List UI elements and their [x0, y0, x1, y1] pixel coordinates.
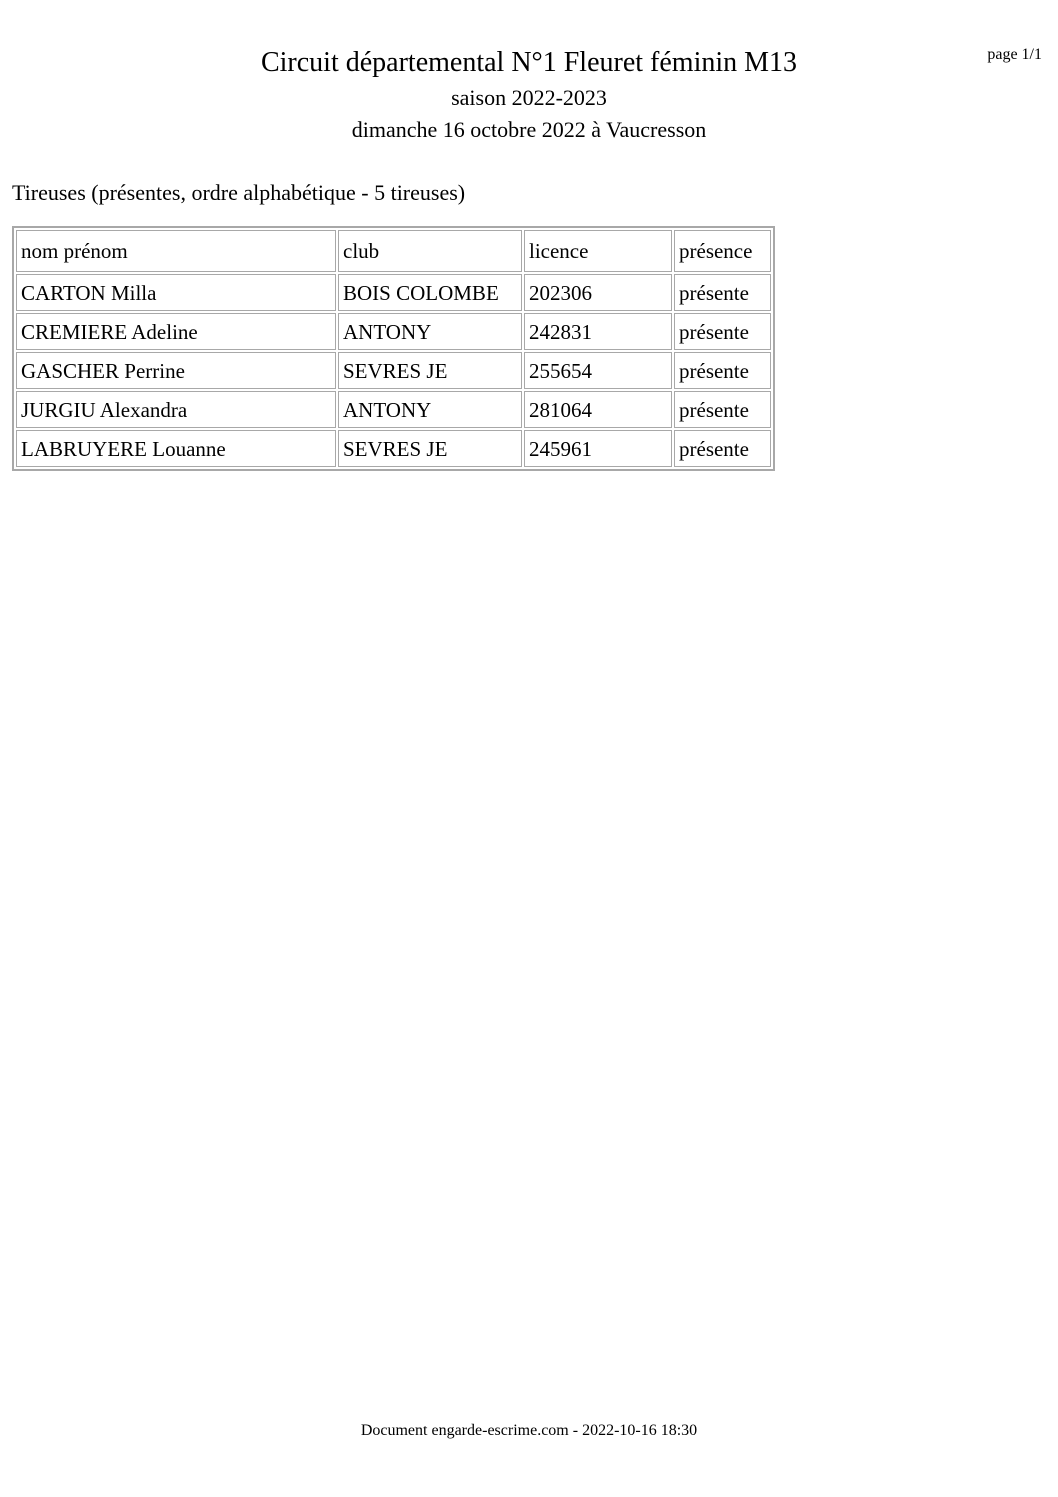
- document-header: [0, 44, 1058, 146]
- cell-name: LABRUYERE Louanne: [16, 430, 336, 467]
- cell-club: BOIS COLOMBE: [338, 274, 522, 311]
- cell-club: SEVRES JE: [338, 352, 522, 389]
- cell-presence: présente: [674, 313, 771, 350]
- section-heading: Tireuses (présentes, ordre alphabétique - 5 tireuses): [12, 180, 466, 205]
- cell-name: JURGIU Alexandra: [16, 391, 336, 428]
- cell-presence: présente: [674, 274, 771, 311]
- table-row: [16, 313, 771, 350]
- cell-presence: présente: [674, 391, 771, 428]
- table-header-row: [16, 230, 771, 272]
- date-place-line: dimanche 16 octobre 2022 à Vaucresson: [351, 117, 707, 142]
- fencers-table: [12, 226, 775, 471]
- cell-licence: 202306: [524, 274, 672, 311]
- cell-presence: présente: [674, 430, 771, 467]
- cell-club: SEVRES JE: [338, 430, 522, 467]
- table-row: [16, 352, 771, 389]
- cell-presence: présente: [674, 352, 771, 389]
- column-header-club: club: [338, 230, 522, 272]
- table-row: [16, 430, 771, 467]
- cell-licence: 245961: [524, 430, 672, 467]
- table-row: [16, 391, 771, 428]
- document-footer: Document engarde-escrime.com - 2022-10-16 18:30: [360, 1422, 698, 1439]
- cell-club: ANTONY: [338, 313, 522, 350]
- cell-name: CREMIERE Adeline: [16, 313, 336, 350]
- cell-licence: 281064: [524, 391, 672, 428]
- cell-licence: 255654: [524, 352, 672, 389]
- column-header-licence: licence: [524, 230, 672, 272]
- cell-licence: 242831: [524, 313, 672, 350]
- page-number: page 1/1: [987, 46, 1042, 63]
- column-header-name: nom prénom: [16, 230, 336, 272]
- document-title: Circuit départemental N°1 Fleuret féminin M13: [260, 47, 798, 78]
- cell-name: CARTON Milla: [16, 274, 336, 311]
- column-header-presence: présence: [674, 230, 771, 272]
- cell-name: GASCHER Perrine: [16, 352, 336, 389]
- season-line: saison 2022-2023: [451, 85, 607, 110]
- table-row: [16, 274, 771, 311]
- cell-club: ANTONY: [338, 391, 522, 428]
